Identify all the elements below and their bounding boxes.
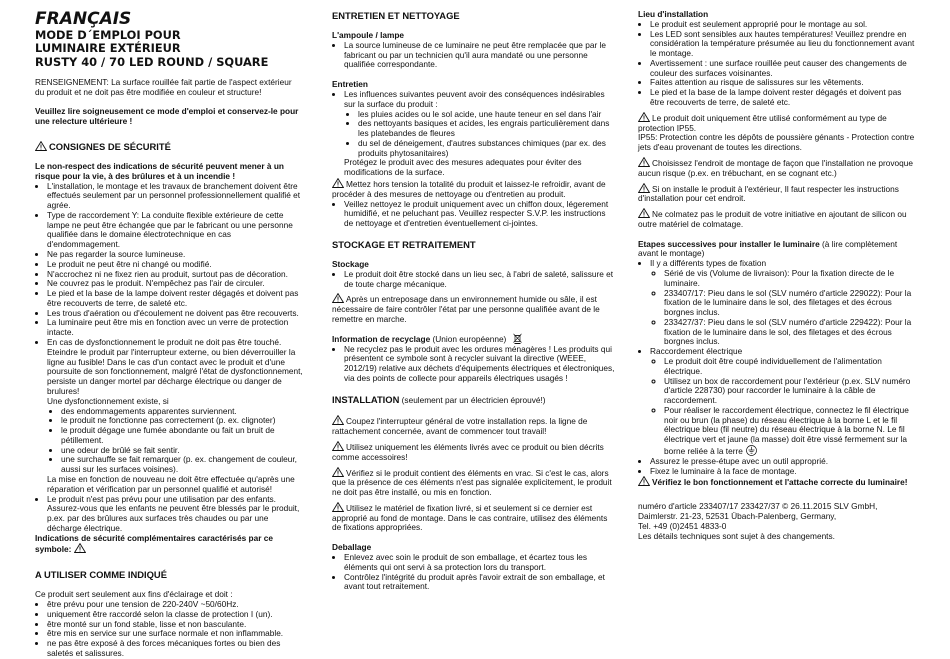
fixation-list xyxy=(650,269,916,347)
list-item xyxy=(47,338,303,495)
electrical-list xyxy=(650,357,916,457)
place-heading: Lieu d'installation xyxy=(638,9,709,19)
list-item: • Type de raccordement Y: La conduite flexible extérieure de cette lampe ne peut être échangée que par le fabricant ou une personne qualifiée dans le domaine électrotechnique en cas d'endommagement. xyxy=(47,211,303,250)
warning-icon xyxy=(638,208,650,218)
crossed-bin-icon xyxy=(513,333,522,344)
list-item: • Les LED sont sensibles aux hautes températures! Veuillez prendre en considération la température présumée au lieu du fonctionnement avant le montage. xyxy=(650,30,916,59)
list-item: • Veillez nettoyez le produit uniquement avec un chiffon doux, légerement humidifié, et ne peluchant pas. Veuillez respecter S.V.P. les instructions de nettoyage et d'entretien éventuellement ci-jointes. xyxy=(344,200,616,229)
list-item: • La luminaire peut être mis en fonction avec un verre de protection intacte. xyxy=(47,318,303,338)
installation-heading: INSTALLATION (seulement par un électricien éprouvé!) xyxy=(332,393,546,405)
steps-heading: Etapes successives pour installer le luminaire (à lire complètement avant le montage) xyxy=(638,238,898,259)
list-item: • Ne pas regarder la source lumineuse. xyxy=(47,250,303,260)
bulb-heading: L'ampoule / lampe xyxy=(332,30,405,41)
warning-icon xyxy=(638,476,650,486)
care-sublist xyxy=(344,110,616,159)
install-warning: Coupez l'interrupteur général de votre installation reps. la ligne de rattachement concernée, avant de commencer tout travail! xyxy=(332,416,588,437)
list-item: • Le produit ne peut être ni changé ou modifié. xyxy=(47,260,303,270)
warning-icon xyxy=(332,467,344,477)
install-warning: Utilisez le matériel de fixation livré, si et seulement si ce dernier est approprié au fond de montage. Dans le cas contraire, utilisez des éléments de fixations appropriées. xyxy=(332,502,608,533)
ip55-description: IP55: Protection contre les dépôts de poussière génants - Protection contre jets d'eau provenant de toutes les directions. xyxy=(638,132,915,153)
place-list xyxy=(638,20,916,108)
list-item: • être prévu pour une tension de 220-240V ~50/60Hz. xyxy=(47,600,303,610)
warning-icon xyxy=(74,543,86,553)
safety-heading xyxy=(35,141,303,152)
list-item: • une surchauffe se fait remarquer (p. ex. changement de couleur, aussi sur les surfaces voisines). xyxy=(61,455,303,475)
stock-list xyxy=(332,270,616,290)
list-item: • Faites attention au risque de salissures sur les vêtements. xyxy=(650,78,916,88)
maintenance-heading: ENTRETIEN ET NETTOYAGE xyxy=(332,10,460,21)
warning-icon xyxy=(332,178,344,188)
list-item: • La source lumineuse de ce luminaire ne peut être remplacée que par le fabricant ou par un technicien qu'il aura mandaté ou une personne qualifiée correspondante. xyxy=(344,41,616,70)
unpack-heading: Deballage xyxy=(332,542,372,553)
list-item: • Le produit doit être stocké dans un lieu sec, à l'abri de saleté, salissure et de toute charge mécanique. xyxy=(344,270,616,290)
place-warning: Si on installe le produit à l'extérieur, Il faut respecter les instructions d'installation pour cet endroit. xyxy=(638,183,899,204)
column-2 xyxy=(332,10,616,592)
list-item: • Ne recyclez pas le produit avec les ordures ménagères ! Les produits qui présentent ce symbole sont à recycler suivant la directive (WEEE, 2012/19) relative aux déchets d'équipements électriques et électroniques, via des points de collecte pour appareils électriques usagés ! xyxy=(344,345,616,384)
manual-title-line-2: LUMINAIRE EXTÉRIEUR xyxy=(35,41,181,56)
list-item: • Le produit est seulement approprié pour le montage au sol. xyxy=(650,20,916,30)
list-item: • Le pied et la base de la lampe doivent rester dégagés et doivent pas être recouverts de terre, de saleté etc. xyxy=(650,88,916,108)
warning-icon xyxy=(332,293,344,303)
stock-warning: Après un entreposage dans un environnement humide ou sâle, il est nécessaire de faire contrôler l'état par une personne qualifiée avant de le remettre en marche. xyxy=(332,294,600,324)
manual-title-line-3: RUSTY 40 / 70 LED ROUND / SQUARE xyxy=(35,55,269,70)
manual-title-line-1: MODE D´EMPLOI POUR xyxy=(35,27,181,42)
warning-icon xyxy=(332,441,344,451)
column-1 xyxy=(35,10,303,659)
safety-heading-text: CONSIGNES DE SÉCURITÉ xyxy=(49,140,171,152)
warning-icon xyxy=(638,112,650,122)
malfunction-list xyxy=(47,407,303,475)
stock-heading: Stockage xyxy=(332,259,369,270)
safety-list xyxy=(35,182,303,534)
recycle-list xyxy=(332,345,616,384)
list-item: • Les trous d'aération ou d'écoulement ne doivent pas être recouverts. xyxy=(47,309,303,319)
list-item: • Le produit n'est pas prévu pour une utilisation par des enfants. Assurez-vous que les enfants ne peuvent être blessés par le produit, p.ex. par des brûlures aux surfaces très chaudes ou par une décharge électrique. xyxy=(47,495,303,534)
list-item: ◦ 233407/17: Pieu dans le sol (SLV numéro d'article 229022): Pour la fixation de le luminaire dans le sol, des filetages et des écrous borgnes inclus. xyxy=(664,289,916,318)
malfunction-intro: Une dysfonctionnement existe, si xyxy=(47,395,169,406)
list-item: • les pluies acides ou le sol acide, une haute teneur en sel dans l'air xyxy=(358,110,616,120)
warning-icon xyxy=(35,141,47,151)
footer-line: Les détails techniques sont sujet à des changements. xyxy=(638,530,835,541)
list-item: • Il y a différents types de fixation ◦ Sérié de vis (Volume de livraison): Pour la fixation directe de le luminaire. ◦ 233407/17: Pieu dans le sol (SLV numéro d'article 229022): Pour la fixation de le luminaire dans le sol, des filetages et des écrous borgnes inclus. ◦ 233427/37: Pieu dans le sol (SLV numéro d'article 229422): Pour la fixation de le luminaire dans le sol, des filetages et des écrous borgnes inclus. xyxy=(650,259,916,347)
keep-manual-notice: Veuillez lire soigneusement ce mode d'emploi et conservez-le pour une relecture ultérieure ! xyxy=(35,106,299,127)
list-item: • Avertissement : une surface rouillée peut causer des changements de couleur des surfaces voisinantes. xyxy=(650,59,916,79)
list-item: • Les influences suivantes peuvent avoir des conséquences indésirables sur la surface du produit : • les pluies acides ou le sol acide, une haute teneur en sel dans l'air • des nettoyants basiques et acides, les engrais particulièrement dans les platebandes de fleures • du sel de déneigement, d'autres substances chimiques (par ex. des produits phytosanitaires) Protégez le produit avec des mesures adequates pour éviter des modifications de la surface. xyxy=(344,90,616,178)
place-warning: Ne colmatez pas le produit de votre initiative en ajoutant de silicon ou outre matériel de colmatage. xyxy=(638,209,907,229)
list-item: • ne pas être exposé à des forces mécaniques fortes ou bien des saletés et salissures. xyxy=(47,639,303,659)
list-item: • Raccordement électrique ◦ Le produit doit être coupé individuellement de l'alimentation électrique. ◦ Utilisez un box de raccordement pour l'extérieur (p.ex. SLV numéro d'article 228730) pour raccorder le luminaire à la câble de raccordement. ◦ Pour réaliser le raccordement électrique, connectez le fil électrique noir ou brun (la phase) du réseau électrique à la borne L et le fil électrique bleu (fil neutre) du réseau électrique à la borne N. Le fil électrique vert et jaune (la masse) doit être vissé fermement sur la borne reliée à la terre xyxy=(650,347,916,457)
malfunction-text: En cas de dysfonctionnement le produit ne doit pas être touché. Eteindre le produit par l'interrupteur externe, ou bien déverrouiller la ligne au fusible! Dans le cas d'un contact avec le produit et d'une poursuite de son fonctionnement, malgré l'état de dysfonctionnement, persiste un danger mortel par décharge électrique ou danger de brulures! xyxy=(47,337,303,396)
list-item: • Le pied et la base de la lampe doivent rester dégagés et doivent pas être recouverts de terre, de saleté etc. xyxy=(47,289,303,309)
intended-use-intro: Ce produit sert seulement aux fins d'éclairage et doit : xyxy=(35,589,233,600)
list-item: ◦ Utilisez un box de raccordement pour l'extérieur (p.ex. SLV numéro d'article 228730) pour raccorder le luminaire à la câble de raccordement. xyxy=(664,377,916,406)
list-item: ◦ Sérié de vis (Volume de livraison): Pour la fixation directe de le luminaire. xyxy=(664,269,916,289)
additional-safety-note: Indications de sécurité complémentaires caractérisés par ce symbole: xyxy=(35,532,273,555)
list-item: ◦ Le produit doit être coupé individuellement de l'alimentation électrique. xyxy=(664,357,916,377)
warning-icon xyxy=(332,415,344,425)
list-item: • Contrôlez l'intégrité du produit après l'avoir extrait de son emballage, et avant tout retraitement. xyxy=(344,573,616,593)
list-item: • des endommagements apparentes surviennent. xyxy=(61,407,303,417)
footer-line: numéro d'article 233407/17 233427/37 © 26.11.2015 SLV GmbH, xyxy=(638,501,878,512)
footer-line: Daimlerstr. 21-23, 52531 Übach-Palenberg, Germany, xyxy=(638,510,837,521)
ip-warning: Le produit doit uniquement être utilisé conformément au type de protection IP55. xyxy=(638,112,887,133)
list-item: • Fixez le luminaire à la face de montage. xyxy=(650,467,916,477)
safety-intro: Le non-respect des indications de sécurité peuvent mener à un risque pour la vie, à des brûlures et à un incendie ! xyxy=(35,160,284,181)
clean-list xyxy=(332,200,616,229)
malfunction-end: La mise en fonction de nouveau ne doit être effectuée qu'après une réparation et vérification par un personnel qualifié et autorisé! xyxy=(47,473,295,494)
care-list xyxy=(332,90,616,178)
care-warning: Mettez hors tension la totalité du produit et laissez-le refroidir, avant de procéder à des mesures de nettoyage ou d'entretien au produit. xyxy=(332,179,606,199)
list-item: • être monté sur un fond stable, lisse et non basculante. xyxy=(47,620,303,630)
warning-icon xyxy=(638,183,650,193)
list-item: • une odeur de brûlé se fait sentir. xyxy=(61,446,303,456)
list-item: • uniquement être raccordé selon la classe de protection I (un). xyxy=(47,610,303,620)
intended-use-list xyxy=(35,600,303,659)
list-item: • du sel de déneigement, d'autres substances chimiques (par ex. des produits phytosanitaires) xyxy=(358,139,616,159)
care-heading: Entretien xyxy=(332,79,368,90)
rust-notice: RENSEIGNEMENT: La surface rouillée fait partie de l'aspect extérieur du produit et ne doit pas être modifiée en couleur et structure! xyxy=(35,76,292,97)
list-item: • Enlevez avec soin le produit de son emballage, et écartez tous les éléments qui ont servi à sa protection lors du transport. xyxy=(344,553,616,573)
install-warning: Utilisez uniquement les éléments livrés avec ce produit ou bien décrits comme accessoires! xyxy=(332,441,604,462)
list-item: • le produit dégage une fumée abondante ou fait un bruit de pétillement. xyxy=(61,426,303,446)
list-item: ◦ 233427/37: Pieu dans le sol (SLV numéro d'article 229422): Pour la fixation de le luminaire dans le sol, des filetages et des écrous borgnes inclus. xyxy=(664,318,916,347)
list-item: • Assurez le presse-étupe avec un outil approprié. xyxy=(650,457,916,467)
earth-ground-icon xyxy=(746,445,757,456)
storage-heading: STOCKAGE ET RETRAITEMENT xyxy=(332,238,476,250)
list-item: • des nettoyants basiques et acides, les engrais particulièrement dans les platebandes de fleures xyxy=(358,119,616,139)
list-item: • le produit ne fonctionne pas correctement (p. ex. clignoter) xyxy=(61,416,303,426)
warning-icon xyxy=(332,502,344,512)
place-warning: Choisissez l'endroit de montage de façon que l'installation ne provoque aucun risque (p.ex. en trébuchant, en se cognant etc.) xyxy=(638,157,913,178)
bulb-list xyxy=(332,41,616,70)
footer-line: Tel. +49 (0)2451 4833-0 xyxy=(638,520,727,531)
intended-use-heading: A UTILISER COMME INDIQUÉ xyxy=(35,569,167,581)
list-item: • être mis en service sur une surface normale et non inflammable. xyxy=(47,629,303,639)
unpack-list xyxy=(332,553,616,592)
warning-icon xyxy=(638,157,650,167)
column-3 xyxy=(638,10,916,541)
steps-list xyxy=(638,259,916,476)
list-item: • L'installation, le montage et les travaux de branchement doivent être effectués seulement par un personnel professionnellement qualifié et agrée. xyxy=(47,182,303,211)
language-title: FRANÇAIS xyxy=(35,9,132,29)
list-item: ◦ Pour réaliser le raccordement électrique, connectez le fil électrique noir ou brun (la phase) du réseau électrique à la borne L et le fil électrique bleu (fil neutre) du réseau électrique à la borne N. Le fil électrique vert et jaune (la masse) doit être vissé fermement sur la borne reliée à la terre xyxy=(664,406,916,457)
recycle-heading: Information de recyclage (Union européenne) xyxy=(332,333,616,345)
list-item: • N'accrochez ni ne fixez rien au produit, surtout pas de décoration. xyxy=(47,270,303,280)
final-check-warning: Vérifiez le bon fonctionnement et l'attache correcte du luminaire! xyxy=(638,476,916,488)
list-item: • Ne couvrez pas le produit. N'empêchez pas l'air de circuler. xyxy=(47,279,303,289)
install-warning: Vérifiez si le produit contient des éléments en vrac. Si c'est le cas, alors que la présence de ces éléments n'est pas signalée explicitement, le produit ne doit pas être installé, ou mis en fonction. xyxy=(332,467,612,498)
